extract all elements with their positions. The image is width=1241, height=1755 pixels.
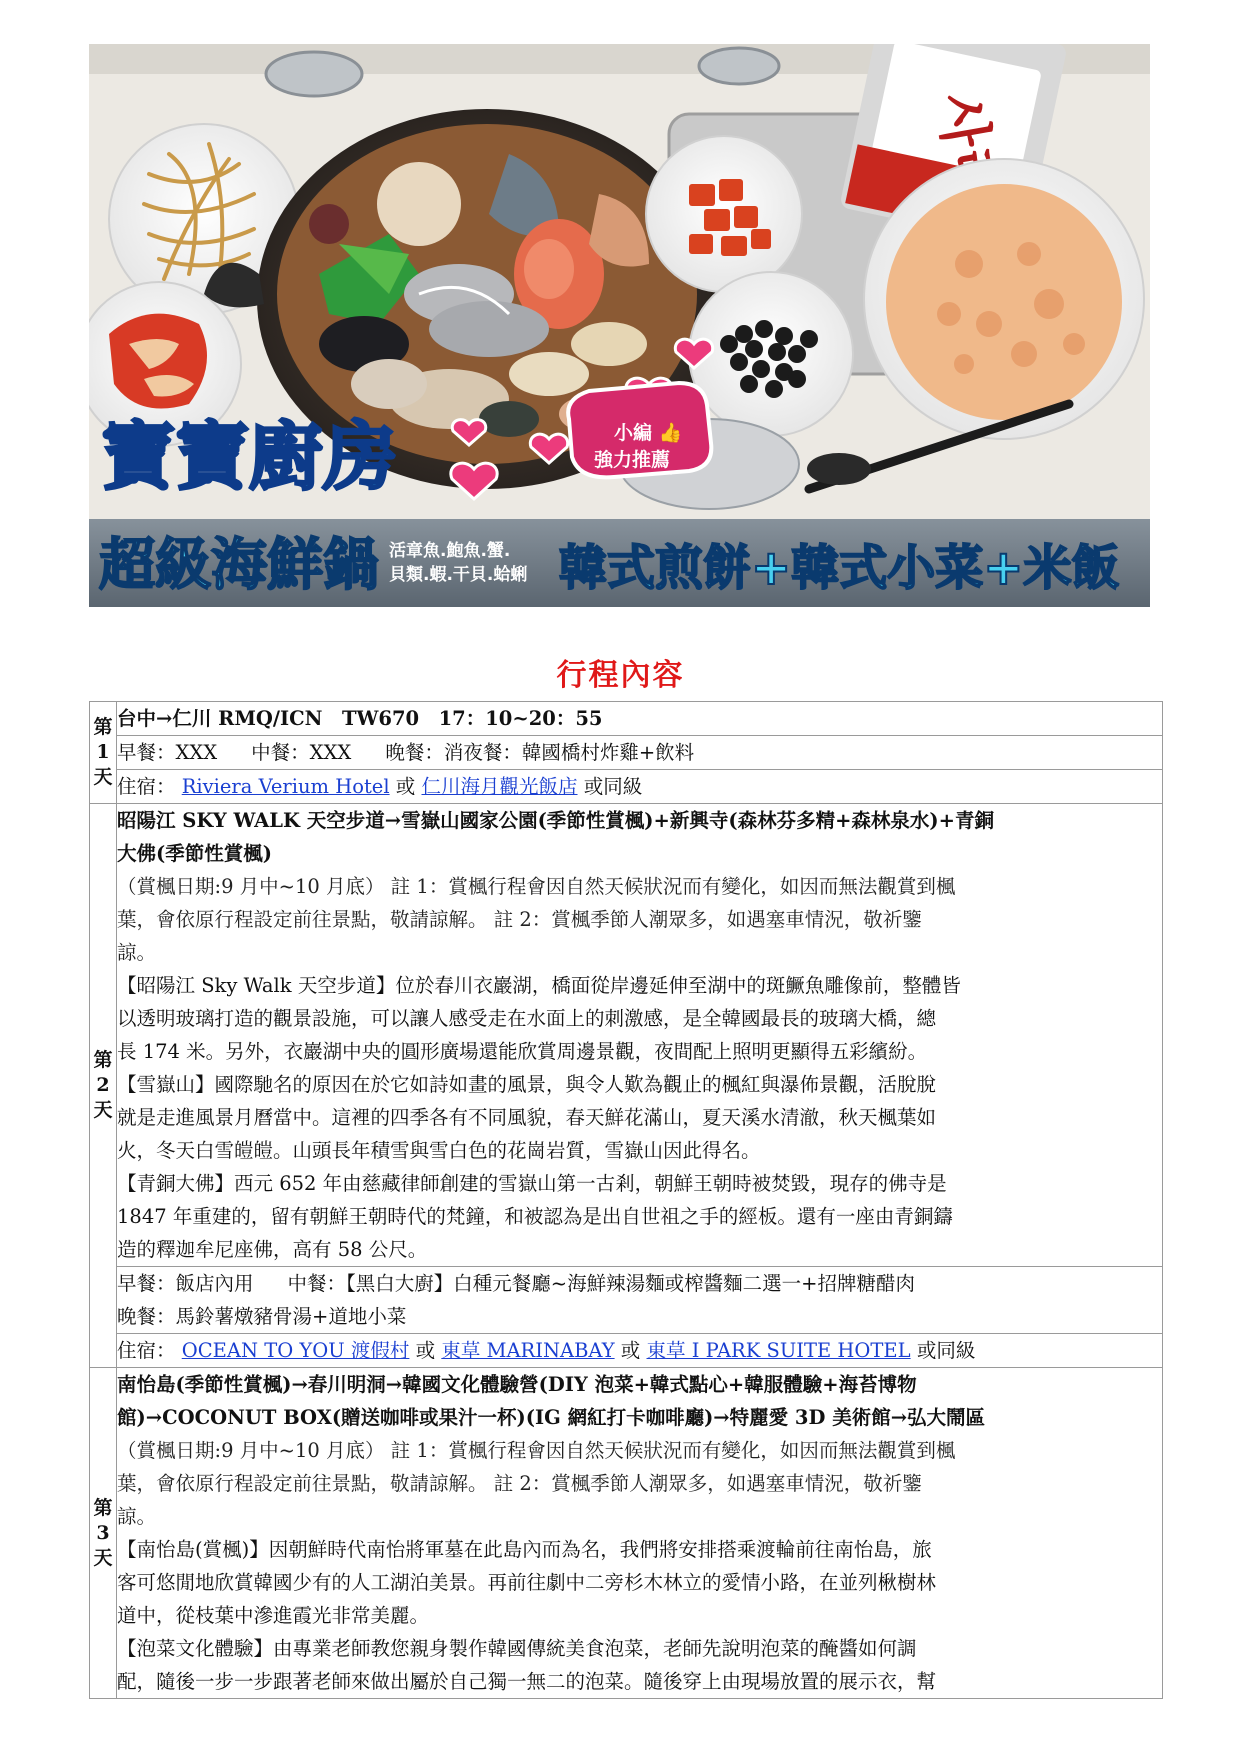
day2-buddha-line1: 【青銅大佛】西元 652 年由慈藏律師創建的雪嶽山第一古剎，朝鮮王朝時被焚毀，現存的佛寺是 — [117, 1172, 947, 1195]
hotel-link-riviera[interactable]: Riviera Verium Hotel — [181, 775, 390, 798]
day2-skywalk-line3: 長 174 米。另外，衣巖湖中央的圓形廣場還能欣賞周邊景觀，夜間配上照明更顯得五彩繽紛。 — [117, 1040, 928, 1063]
hotel-link-ipark-suite[interactable]: 東草 I PARK SUITE HOTEL — [646, 1339, 911, 1362]
day3-note-line1: （賞楓日期:9 月中~10 月底） 註 1：賞楓行程會因自然天候狀況而有變化，如因而無法觀賞到楓 — [117, 1439, 956, 1462]
day3-kimchi-line2: 配，隨後一步一步跟著老師來做出屬於自己獨一無二的泡菜。隨後穿上由現場放置的展示衣，幫 — [117, 1670, 937, 1693]
day3-kimchi-line1: 【泡菜文化體驗】由專業老師教您親身製作韓國傳統美食泡菜，老師先說明泡菜的醃醬如何調 — [117, 1637, 917, 1660]
recommend-line2: 強力推薦 — [594, 449, 671, 471]
day2-hotel: 住宿： OCEAN TO YOU 渡假村 或 東草 MARINABAY 或 東草 I PARK SUITE HOTEL 或同級 — [117, 1334, 1163, 1368]
day1-route: 台中→仁川 RMQ/ICN TW670 17：10~20：55 — [117, 702, 1163, 736]
ingredients-line1: 活章魚.鮑魚.蟹. — [389, 541, 511, 561]
day2-seorak-line2: 就是走進風景月曆當中。這裡的四季各有不同風貌，春天鮮花滿山，夏天溪水清澈，秋天楓葉如 — [117, 1106, 937, 1129]
day2-seorak-line3: 火，冬天白雪皚皚。山頭長年積雪與雪白色的花崗岩質，雪嶽山因此得名。 — [117, 1139, 761, 1162]
day3-nami-line3: 道中，從枝葉中滲進霞光非常美麗。 — [117, 1604, 430, 1627]
day3-nami-line2: 客可悠閒地欣賞韓國少有的人工湖泊美景。再前往劇中二旁杉木林立的愛情小路，在並列楸樹林 — [117, 1571, 937, 1594]
day1-hotel: 住宿： Riviera Verium Hotel 或 仁川海月觀光飯店 或同級 — [117, 770, 1163, 804]
main-dish: 超級海鮮鍋 — [99, 533, 379, 598]
day2-detail — [117, 804, 1163, 1267]
day1-route-row — [90, 702, 1163, 736]
day1-label: 第 1 天 — [90, 702, 117, 804]
page-title: 行程內容 — [556, 658, 685, 693]
day1-hotel-row — [90, 770, 1163, 804]
day3-detail-row — [90, 1368, 1163, 1699]
day2-buddha-line3: 造的釋迦牟尼座佛，高有 58 公尺。 — [117, 1238, 428, 1261]
day1-meals-row — [90, 736, 1163, 770]
day3-nami-line1: 【南怡島(賞楓)】因朝鮮時代南怡將軍墓在此島內而為名，我們將安排搭乘渡輪前往南怡島，旅 — [117, 1538, 932, 1561]
brand-title: 寶寶廚房 — [101, 414, 397, 500]
day2-note-line3: 諒。 — [117, 941, 157, 964]
day2-meals: 早餐：飯店內用 中餐：【黑白大廚】白種元餐廳~海鮮辣湯麵或榨醬麵二選一+招牌糖醋肉 晚餐：馬鈴薯燉豬骨湯+道地小菜 — [117, 1267, 1163, 1334]
day2-skywalk-line2: 以透明玻璃打造的觀景設施，可以讓人感受走在水面上的刺激感，是全韓國最長的玻璃大橋，總 — [117, 1007, 937, 1030]
day2-route-line1: 昭陽江 SKY WALK 天空步道→雪嶽山國家公園(季節性賞楓)+新興寺(森林芬多精+森林泉水)+青銅 — [117, 809, 994, 832]
itinerary-table — [89, 701, 1163, 1699]
day3-label: 第 3 天 — [90, 1368, 117, 1699]
sides-text: 韓式煎餅+韓式小菜+米飯 — [559, 540, 1120, 596]
day2-route-line2: 大佛(季節性賞楓) — [117, 842, 272, 865]
banner-image — [89, 44, 1150, 607]
day1-meals: 早餐：XXX 中餐：XXX 晚餐：消夜餐：韓國橋村炸雞+飲料 — [117, 736, 1163, 770]
day2-meals-row — [90, 1267, 1163, 1334]
day2-seorak-line1: 【雪嶽山】國際馳名的原因在於它如詩如畫的風景，與令人歎為觀止的楓紅與瀑佈景觀，活脫脫 — [117, 1073, 937, 1096]
hotel-link-ocean-to-you[interactable]: OCEAN TO YOU 渡假村 — [181, 1339, 410, 1362]
day3-note-line2: 葉，會依原行程設定前往景點，敬請諒解。 註 2：賞楓季節人潮眾多，如遇塞車情況，敬祈鑒 — [117, 1472, 922, 1495]
day2-buddha-line2: 1847 年重建的，留有朝鮮王朝時代的梵鐘，和被認為是出自世祖之手的經板。還有一座由青銅鑄 — [117, 1205, 953, 1228]
day3-detail — [117, 1368, 1163, 1699]
day3-route-line2: 館)→COCONUT BOX(贈送咖啡或果汁一杯)(IG 網紅打卡咖啡廳)→特麗愛 3D 美術館→弘大鬧區 — [117, 1406, 986, 1429]
day2-detail-row — [90, 804, 1163, 1267]
ingredients-line2: 貝類.蝦.干貝.蛤蜊 — [389, 565, 528, 585]
hotel-link-marinabay[interactable]: 東草 MARINABAY — [441, 1339, 615, 1362]
hotel-link-incheon-haewol[interactable]: 仁川海月觀光飯店 — [421, 775, 578, 798]
recommend-badge — [568, 383, 711, 477]
day2-label: 第 2 天 — [90, 804, 117, 1368]
day2-hotel-row — [90, 1334, 1163, 1368]
day3-route-line1: 南怡島(季節性賞楓)→春川明洞→韓國文化體驗營(DIY 泡菜+韓式點心+韓服體驗+海苔博物 — [117, 1373, 917, 1396]
recommend-line1: 小編 👍 — [614, 422, 683, 444]
day2-note-line2: 葉，會依原行程設定前往景點，敬請諒解。 註 2：賞楓季節人潮眾多，如遇塞車情況，敬祈鑒 — [117, 908, 922, 931]
day2-note-line1: （賞楓日期:9 月中~10 月底） 註 1：賞楓行程會因自然天候狀況而有變化，如因而無法觀賞到楓 — [117, 875, 956, 898]
day2-skywalk-line1: 【昭陽江 Sky Walk 天空步道】位於春川衣巖湖，橋面從岸邊延伸至湖中的斑鱖魚雕像前，整體皆 — [117, 974, 961, 997]
day3-note-line3: 諒。 — [117, 1505, 157, 1528]
